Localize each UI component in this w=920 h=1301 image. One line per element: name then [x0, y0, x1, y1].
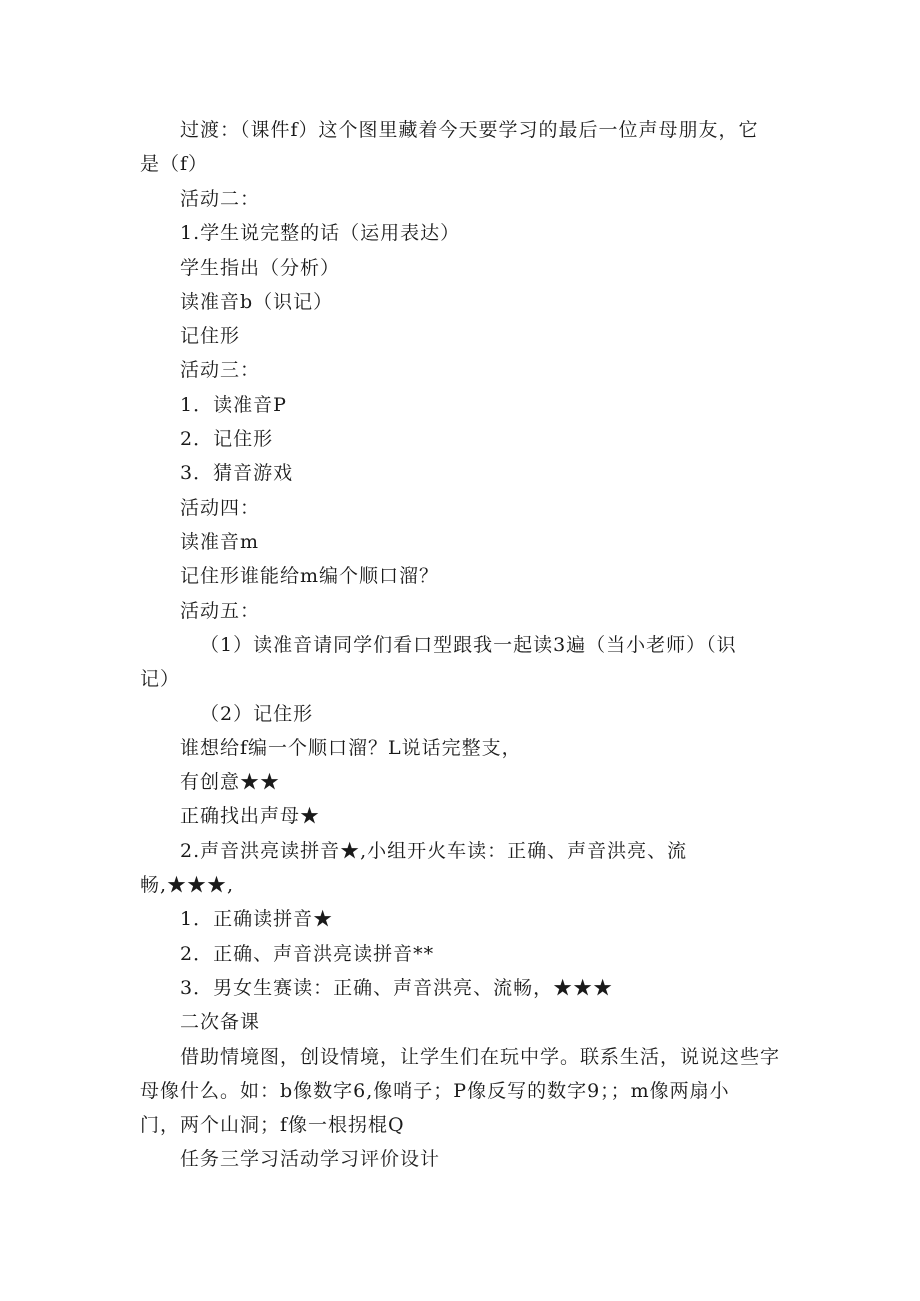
heading-activity-2: 活动二： — [180, 188, 261, 210]
paragraph-line: 门，两个山洞；f像一根拐棍Q — [140, 1114, 405, 1136]
rating-line: 有创意★★ — [180, 771, 281, 793]
text-line: 记住形 — [180, 325, 241, 347]
rating-line: 正确找出声母★ — [180, 805, 321, 827]
list-item: 1．正确读拼音★ — [180, 908, 334, 930]
heading-second-prep: 二次备课 — [180, 1011, 261, 1033]
text-line: （2）记住形 — [200, 703, 314, 725]
paragraph-line: 母像什么。如：b像数字6,像哨子；P像反写的数字9；；m像两扇小 — [140, 1080, 730, 1102]
text-line-cont: 畅,★★★, — [140, 874, 235, 896]
list-item: 3．男女生赛读：正确、声音洪亮、流畅，★★★ — [180, 977, 614, 999]
list-item: 2．正确、声音洪亮读拼音** — [180, 943, 435, 965]
text-line: 学生指出（分析） — [180, 257, 341, 279]
text-line-cont: 记） — [140, 668, 181, 690]
text-line-transition-cont: 是（f） — [140, 153, 209, 175]
heading-activity-5: 活动五： — [180, 600, 261, 622]
heading-task-3: 任务三学习活动学习评价设计 — [180, 1148, 441, 1170]
text-line: （1）读准音请同学们看口型跟我一起读3遍（当小老师）（识 — [200, 634, 737, 656]
text-line: 记住形谁能给m编个顺口溜？ — [180, 565, 440, 587]
text-line: 读准音m — [180, 531, 260, 553]
text-line: 2.声音洪亮读拼音★,小组开火车读：正确、声音洪亮、流 — [180, 840, 688, 862]
text-line-transition: 过渡：（课件f）这个图里藏着今天要学习的最后一位声母朋友，它 — [180, 119, 759, 141]
text-line: 1.学生说完整的话（运用表达） — [180, 222, 461, 244]
heading-activity-4: 活动四： — [180, 497, 261, 519]
text-line: 谁想给f编一个顺口溜？L说话完整支， — [180, 737, 522, 759]
list-item: 1．读准音P — [180, 394, 287, 416]
text-line: 读准音b（识记） — [180, 291, 334, 313]
paragraph-line: 借助情境图，创设情境，让学生们在玩中学。联系生活，说说这些字 — [180, 1046, 781, 1068]
list-item: 2．记住形 — [180, 428, 274, 450]
list-item: 3．猜音游戏 — [180, 462, 294, 484]
heading-activity-3: 活动三： — [180, 359, 261, 381]
